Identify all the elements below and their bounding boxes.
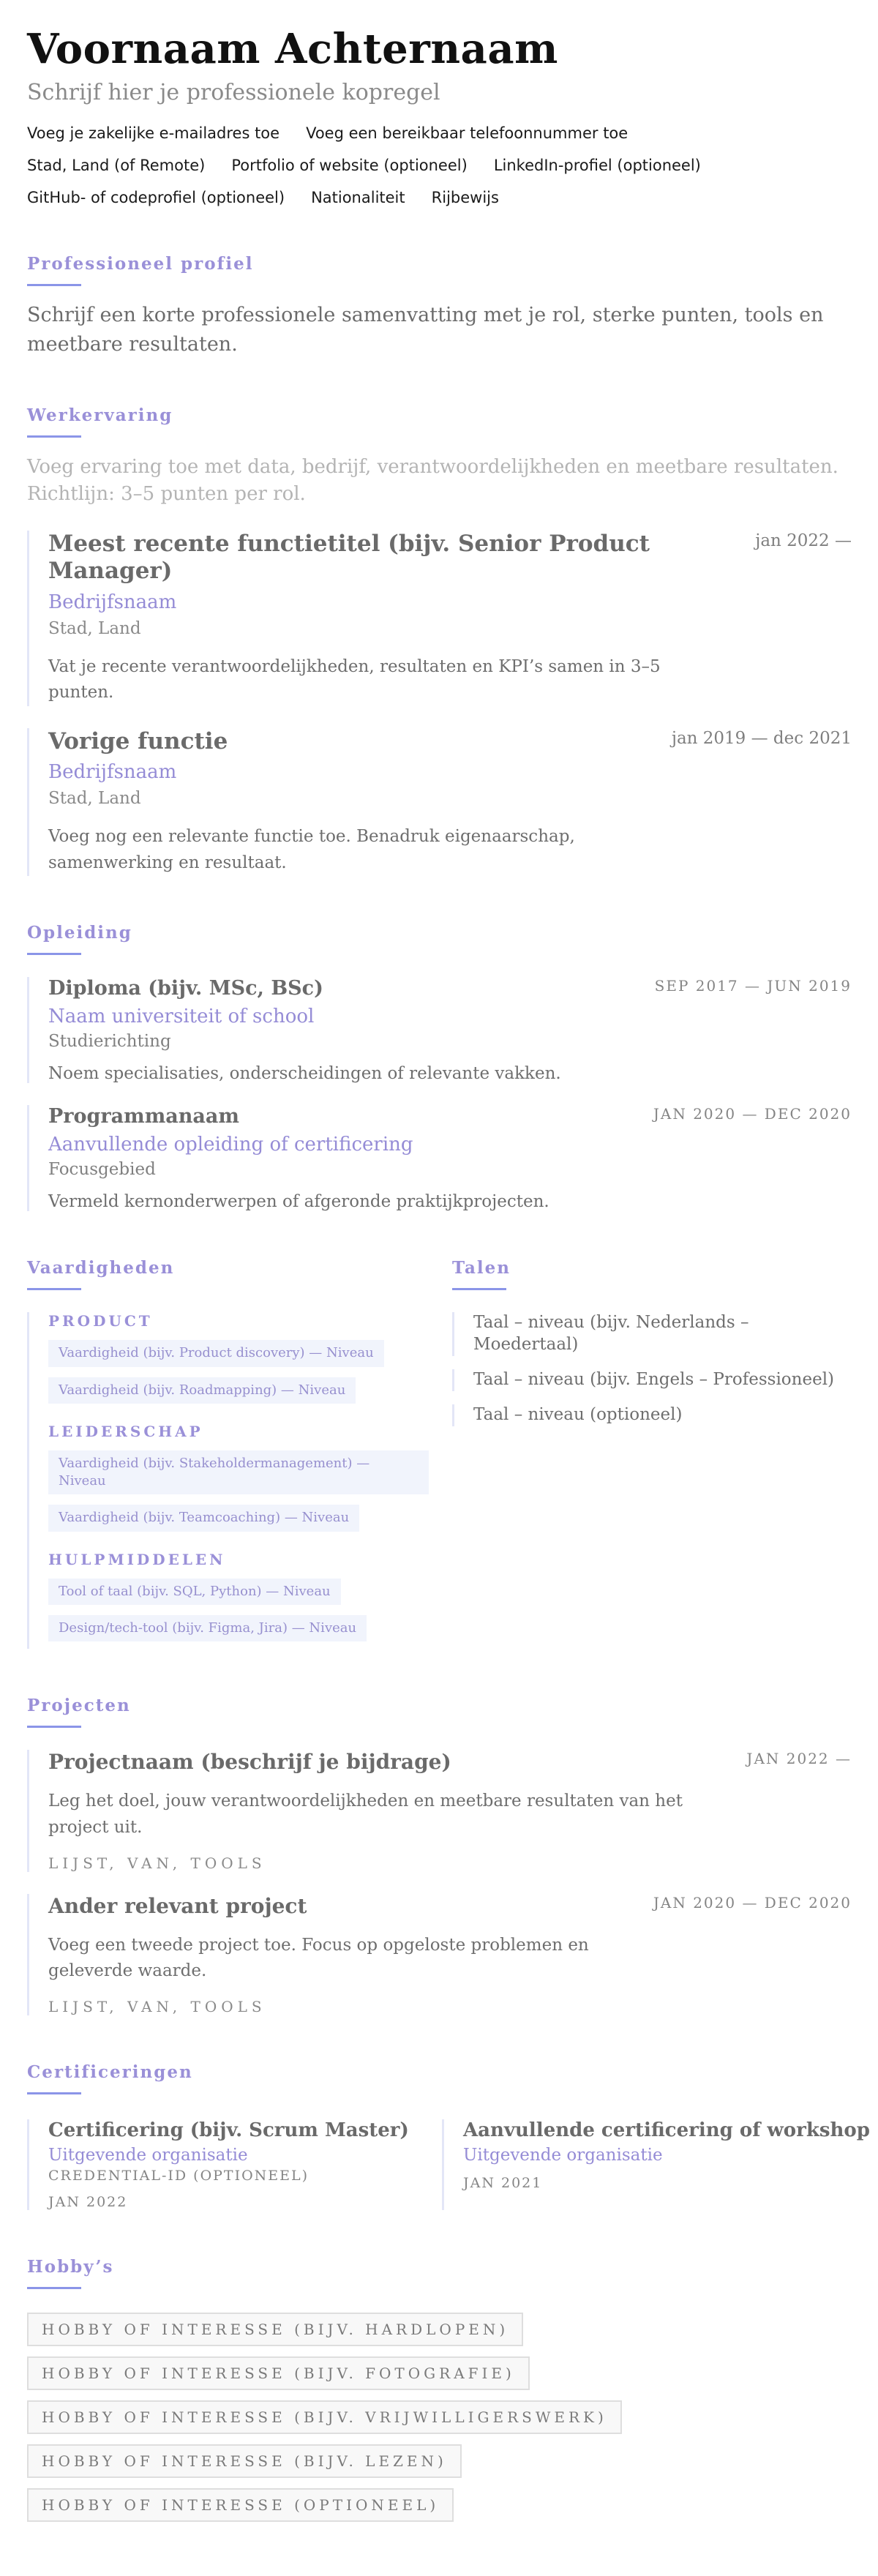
education-entry: [27, 1105, 852, 1211]
contact-nationality: Nationaliteit: [311, 189, 405, 207]
professional-headline: Schrijf hier je professionele kopregel: [27, 79, 440, 105]
certification-date: JAN 2021: [463, 2174, 543, 2191]
degree-title: Programmanaam: [48, 1105, 239, 1128]
project-date: JAN 2022 —: [746, 1750, 852, 1768]
job-description: Voeg nog een relevante functie toe. Benadruk eigenaarschap, samenwerking en resultaat.: [48, 826, 575, 872]
section-title: Hobby’s: [27, 2256, 114, 2277]
experience-guideline: Voeg ervaring toe met data, bedrijf, verantwoordelijkheden en meetbare resultaten. Richtlijn: 3–5 punten per rol.: [27, 455, 838, 506]
skill-groups: [27, 1312, 452, 1649]
certification-entry: [442, 2119, 870, 2210]
project-date: JAN 2020 — DEC 2020: [653, 1893, 852, 1912]
contact-drivers-license: Rijbewijs: [431, 189, 499, 207]
degree-title: Diploma (bijv. MSc, BSc): [48, 977, 323, 1000]
section-title: Projecten: [27, 1696, 131, 1716]
contact-linkedin[interactable]: LinkedIn-profiel (optioneel): [493, 156, 701, 174]
certification-list: [27, 2119, 870, 2210]
profile-section: [27, 254, 852, 358]
language-item: Taal – niveau (optioneel): [452, 1404, 852, 1426]
project-title: Projectnaam (beschrijf je bijdrage): [48, 1750, 451, 1775]
skill-group-title: LEIDERSCHAP: [48, 1422, 203, 1440]
project-tools: LIJST, VAN, TOOLS: [48, 1997, 266, 2015]
project-title: Ander relevant project: [48, 1893, 307, 1918]
education-description: Vermeld kernonderwerpen of afgeronde praktijkprojecten.: [48, 1192, 549, 1212]
hobbies-section: [27, 2257, 852, 2532]
hobby-tag: HOBBY OF INTERESSE (BIJV. FOTOGRAFIE): [27, 2356, 530, 2390]
certification-entry: [27, 2119, 442, 2210]
skill-chip: Vaardigheid (bijv. Teamcoaching) — Niveau: [48, 1505, 359, 1531]
skill-chip: Tool of taal (bijv. SQL, Python) — Niveau: [48, 1579, 341, 1605]
job-date: jan 2019 — dec 2021: [671, 728, 852, 748]
education-entry: [27, 977, 852, 1083]
contact-phone[interactable]: Voeg een bereikbaar telefoonnummer toe: [306, 124, 629, 142]
section-title: Professioneel profiel: [27, 254, 254, 274]
section-divider: [27, 1726, 81, 1728]
education-description: Noem specialisaties, onderscheidingen of relevante vakken.: [48, 1064, 561, 1084]
experience-entry: [27, 728, 852, 876]
skill-group-title: HULPMIDDELEN: [48, 1550, 226, 1568]
section-divider: [27, 435, 81, 438]
hobby-tag: HOBBY OF INTERESSE (BIJV. LEZEN): [27, 2444, 462, 2478]
section-title: Certificeringen: [27, 2062, 193, 2082]
section-divider: [452, 1288, 506, 1290]
section-title: Vaardigheden: [27, 1258, 175, 1278]
skill-group: [48, 1551, 452, 1642]
issuing-organization: Uitgevende organisatie: [48, 2145, 248, 2165]
full-name: Voornaam Achternaam: [27, 25, 558, 73]
section-divider: [27, 953, 81, 955]
resume-header: [27, 26, 852, 207]
hobby-tag: HOBBY OF INTERESSE (OPTIONEEL): [27, 2488, 454, 2522]
section-divider: [27, 2092, 81, 2094]
skill-chip: Design/tech-tool (bijv. Figma, Jira) — Niveau: [48, 1615, 367, 1641]
study-field: Studierichting: [48, 1032, 171, 1052]
school-name: Naam universiteit of school: [48, 1006, 315, 1028]
section-divider: [27, 1288, 81, 1290]
hobby-tag: HOBBY OF INTERESSE (BIJV. VRIJWILLIGERSWERK): [27, 2400, 622, 2434]
study-field: Focusgebied: [48, 1160, 156, 1180]
certifications-section: [27, 2062, 870, 2210]
experience-section: [27, 405, 852, 877]
contact-location: Stad, Land (of Remote): [27, 156, 206, 174]
skills-section: [27, 1258, 452, 1649]
contact-portfolio[interactable]: Portfolio of website (optioneel): [231, 156, 468, 174]
issuing-organization: Uitgevende organisatie: [463, 2145, 663, 2165]
skills-languages-row: [27, 1258, 852, 1649]
job-location: Stad, Land: [48, 618, 141, 638]
section-title: Werkervaring: [27, 405, 173, 425]
hobby-tag: HOBBY OF INTERESSE (BIJV. HARDLOPEN): [27, 2313, 523, 2346]
school-name: Aanvullende opleiding of certificering: [48, 1134, 413, 1156]
project-entry: [27, 1750, 852, 1871]
contact-list: [27, 124, 852, 208]
contact-email[interactable]: Voeg je zakelijke e-mailadres toe: [27, 124, 280, 142]
job-title: Meest recente functietitel (bijv. Senior Product Manager): [48, 531, 650, 585]
section-title: Talen: [452, 1258, 511, 1278]
language-item: Taal – niveau (bijv. Nederlands – Moedertaal): [452, 1312, 852, 1356]
job-title: Vorige functie: [48, 727, 228, 755]
skill-chip: Vaardigheid (bijv. Roadmapping) — Niveau: [48, 1377, 356, 1404]
education-date: SEP 2017 — JUN 2019: [654, 977, 852, 995]
project-tools: LIJST, VAN, TOOLS: [48, 1854, 266, 1872]
company-name: Bedrijfsnaam: [48, 760, 177, 783]
skill-chip: Vaardigheid (bijv. Product discovery) — Niveau: [48, 1340, 384, 1366]
education-date: JAN 2020 — DEC 2020: [653, 1105, 852, 1123]
hobby-list: [27, 2313, 852, 2532]
projects-section: [27, 1696, 852, 2015]
language-item: Taal – niveau (bijv. Engels – Professioneel): [452, 1369, 852, 1391]
job-location: Stad, Land: [48, 788, 141, 808]
skill-group: [48, 1312, 452, 1404]
section-divider: [27, 2287, 81, 2289]
languages-section: [452, 1258, 852, 1649]
experience-entry: [27, 531, 852, 706]
certification-date: JAN 2022: [48, 2193, 128, 2210]
section-title: Opleiding: [27, 923, 132, 943]
job-date: jan 2022 —: [755, 531, 852, 551]
company-name: Bedrijfsnaam: [48, 591, 177, 613]
certification-title: Certificering (bijv. Scrum Master): [48, 2119, 409, 2141]
language-list: [452, 1312, 852, 1426]
profile-summary: Schrijf een korte professionele samenvatting met je rol, sterke punten, tools en meetbare resultaten.: [27, 304, 824, 356]
project-description: Leg het doel, jouw verantwoordelijkheden en meetbare resultaten van het project uit.: [48, 1791, 683, 1837]
job-description: Vat je recente verantwoordelijkheden, resultaten en KPI’s samen in 3–5 punten.: [48, 656, 661, 703]
education-section: [27, 923, 852, 1211]
skill-group-title: PRODUCT: [48, 1312, 153, 1330]
contact-github[interactable]: GitHub- of codeprofiel (optioneel): [27, 189, 285, 207]
skill-chip: Vaardigheid (bijv. Stakeholdermanagement) — Niveau: [48, 1450, 429, 1495]
project-entry: [27, 1894, 852, 2015]
credential-id: CREDENTIAL-ID (OPTIONEEL): [48, 2167, 309, 2184]
certification-title: Aanvullende certificering of workshop: [463, 2119, 870, 2141]
project-description: Voeg een tweede project toe. Focus op opgeloste problemen en geleverde waarde.: [48, 1935, 589, 1981]
skill-group: [48, 1423, 452, 1532]
section-divider: [27, 284, 81, 286]
